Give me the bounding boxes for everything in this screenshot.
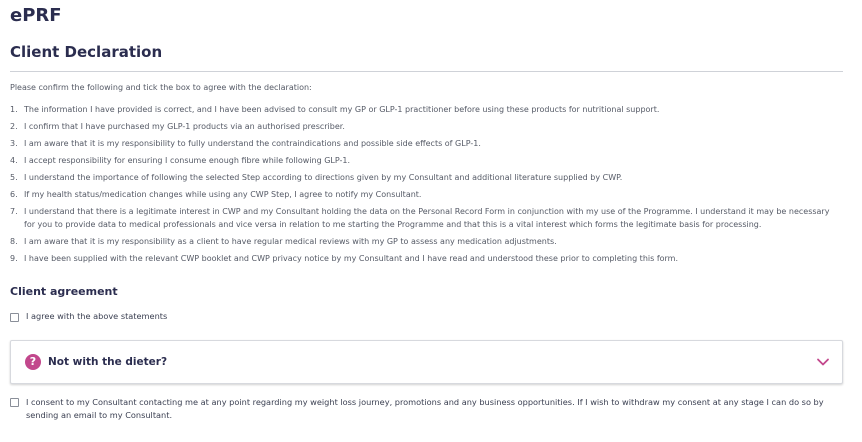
declaration-text: The information I have provided is correct, and I have been advised to consult my GP or GLP-1 practitioner before using these products for nutritional support.	[24, 105, 660, 114]
consent-checkbox-row[interactable]	[10, 396, 830, 422]
declaration-number: 1.	[10, 105, 18, 114]
declaration-number: 6.	[10, 190, 18, 199]
declaration-text: I confirm that I have purchased my GLP-1 products via an authorised prescriber.	[24, 122, 345, 131]
declaration-item	[10, 104, 840, 117]
agree-checkbox-label: I agree with the above statements	[26, 311, 168, 321]
declaration-list	[10, 104, 840, 270]
section-divider	[10, 71, 843, 72]
declaration-text: I am aware that it is my responsibility to fully understand the contraindications and possible side effects of GLP-1.	[24, 139, 481, 148]
declaration-number: 4.	[10, 156, 18, 165]
agree-checkbox-row[interactable]	[10, 311, 167, 322]
declaration-text: I have been supplied with the relevant CWP booklet and CWP privacy notice by my Consultant and I have read and understood these prior to completing this form.	[24, 253, 679, 263]
declaration-item	[10, 138, 840, 151]
section-title: Client Declaration	[10, 43, 163, 61]
declaration-text: I am aware that it is my responsibility as a client to have regular medical reviews with my GP to assess any medication adjustments.	[24, 236, 557, 246]
declaration-text: I understand the importance of following the selected Step according to directions given by my Consultant and additional literature supplied by CWP.	[24, 173, 623, 182]
declaration-number: 2.	[10, 122, 18, 131]
agree-checkbox[interactable]	[10, 313, 19, 322]
declaration-item	[10, 189, 840, 202]
consent-checkbox-label: I consent to my Consultant contacting me at any point regarding my weight loss journey, promotions and any business opportunities. If I wish to withdraw my consent at any stage I can do so by sending an email to my Consultant.	[26, 397, 824, 420]
declaration-intro: Please confirm the following and tick the box to agree with the declaration:	[10, 83, 312, 92]
declaration-text: I understand that there is a legitimate interest in CWP and my Consultant holding the data on the Personal Record Form in conjunction with my use of the Programme. I understand it may be necessary for you to provide data to medical professionals and vice versa in relation to me starting the Programme and that this is a vital interest which forms the legitimate basis for processing.	[24, 207, 830, 229]
declaration-item	[10, 236, 840, 249]
app-title: ePRF	[10, 5, 62, 26]
declaration-number: 9.	[10, 253, 18, 263]
declaration-text: If my health status/medication changes while using any CWP Step, I agree to notify my Consultant.	[24, 190, 422, 199]
declaration-item	[10, 172, 840, 185]
chevron-down-icon[interactable]	[816, 355, 830, 369]
declaration-number: 3.	[10, 139, 18, 148]
not-with-dieter-accordion[interactable]	[10, 340, 843, 384]
declaration-item	[10, 253, 840, 266]
question-circle-icon: ?	[25, 354, 41, 370]
declaration-item	[10, 206, 840, 231]
accordion-title: Not with the dieter?	[48, 356, 168, 368]
declaration-number: 7.	[10, 207, 18, 216]
declaration-number: 5.	[10, 173, 18, 182]
client-agreement-title: Client agreement	[10, 285, 118, 298]
declaration-number: 8.	[10, 236, 18, 246]
declaration-item	[10, 121, 840, 134]
declaration-text: I accept responsibility for ensuring I consume enough fibre while following GLP-1.	[24, 156, 351, 165]
consent-checkbox[interactable]	[10, 398, 19, 407]
declaration-item	[10, 155, 840, 168]
